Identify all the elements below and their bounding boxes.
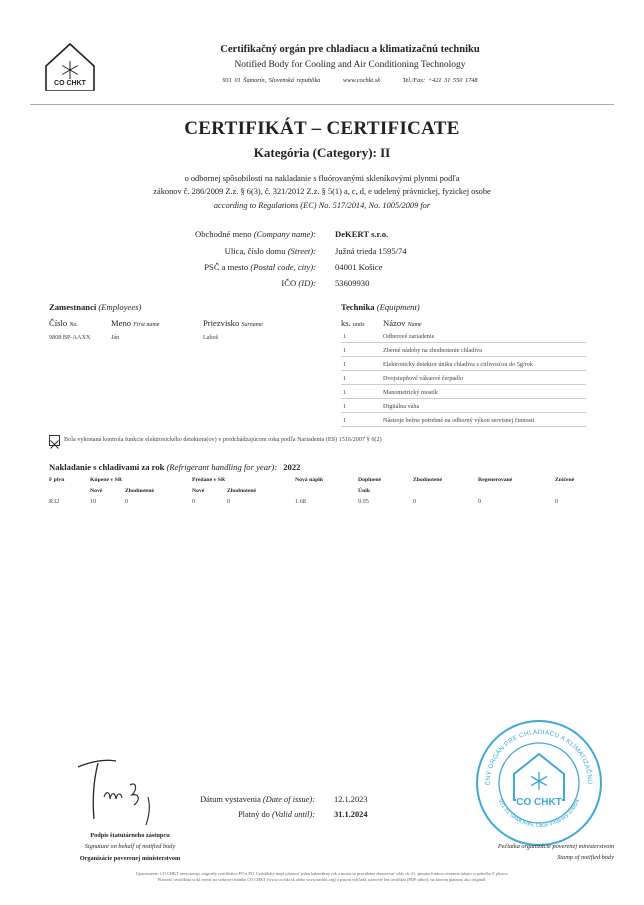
stamp-ring-text-bottom: 931 01 ŠAMORÍN, Ulica Vínarský 1068/4	[496, 798, 582, 830]
signature-line-2: Signature on behalf of notified body	[84, 843, 176, 850]
equipment-row-divider	[341, 342, 586, 343]
company-street-label: Ulica, číslo domu (Street):	[224, 246, 316, 256]
refr-bought-reclaimed: 0	[125, 498, 129, 505]
intro-line-1: o odbornej spôsobilosti na nakladanie s fluórovanými skleníkovými plynmi podľa	[184, 174, 460, 183]
refr-gas: R32	[49, 498, 60, 505]
footer-note	[40, 871, 604, 883]
equipment-name: Dvojstupňové vákuové čerpadlo	[383, 375, 464, 382]
equipment-qty: 1	[343, 347, 347, 354]
employees-title: Zamestnanci (Employees)	[49, 302, 142, 312]
svg-text:CERTIFIKAČNÝ ORGÁN PRE CHLADIA	[474, 718, 595, 785]
header-divider	[30, 104, 614, 105]
equipment-name: Zberné nádoby na zhodnotenie chladiva	[383, 347, 482, 354]
refr-destroyed: 0	[555, 498, 559, 505]
refr-new-fill: 1.68	[295, 498, 306, 505]
company-id-value: 53609930	[335, 278, 370, 288]
employees-col-surname: Priezvisko Surname	[203, 318, 263, 328]
equipment-qty: 1	[343, 389, 347, 396]
employees-col-name: Meno First name	[111, 318, 160, 328]
equipment-col-name: Názov Name	[383, 318, 422, 328]
footer-line-2: Platnosť certifikátu si dá overiť na webovej stránke CO CHKT (www.cochkt.sk alebo www.zachkt.org) a potom vyhľadá, uzavretý len certifikát (PDF súbor), na ktorom platnosť ako originál.	[157, 877, 487, 882]
refr-col-bought-reclaimed: Zhodnotené	[125, 488, 155, 494]
company-street-value: Južná trieda 1595/74	[335, 246, 407, 256]
intro-text	[60, 172, 584, 212]
equipment-qty: 1	[343, 417, 347, 424]
equipment-row-divider	[341, 426, 586, 427]
refr-col-refill: Doplnené	[358, 477, 382, 483]
equipment-qty: 1	[343, 375, 347, 382]
snowflake-icon	[62, 61, 78, 79]
refr-regenerated: 0	[478, 498, 482, 505]
equipment-qty: 1	[343, 361, 347, 368]
org-contact	[150, 77, 550, 84]
equipment-qty: 1	[343, 403, 347, 410]
equipment-row-divider	[341, 412, 586, 413]
employees-col-number: Číslo No.	[49, 318, 78, 328]
category: Kategória (Category): II	[253, 145, 391, 160]
snowflake-icon	[531, 772, 547, 790]
company-city-value: 04001 Košice	[335, 262, 383, 272]
org-phone: Tel./Fax: +421 31 550 1748	[402, 77, 478, 84]
employee-name: Ján	[111, 334, 120, 341]
refr-reclaimed: 0	[413, 498, 417, 505]
org-name-en: Notified Body for Cooling and Air Conditioning Technology	[234, 60, 466, 70]
signature-line-1: Podpis štatutárneho zástupcu	[90, 832, 170, 839]
refr-col-regenerated: Regenerované	[478, 477, 513, 483]
issue-date-label: Dátum vystavenia (Date of issue):	[200, 795, 315, 804]
detector-check-checkbox[interactable]	[49, 435, 60, 446]
org-logo	[44, 42, 96, 92]
checkmark-x-icon	[50, 440, 59, 449]
refr-col-destroyed: Zničené	[555, 477, 575, 483]
refr-col-reclaimed: Zhodnotené	[413, 477, 443, 483]
stamp-line-1: Pečiatka organizácie poverenej ministerstvom	[497, 843, 614, 850]
stamp-center-text: CO CHKT	[516, 797, 562, 808]
issue-date-value: 12.1.2023	[334, 795, 368, 804]
equipment-row-divider	[341, 370, 586, 371]
refr-col-leak: Únik	[358, 488, 371, 494]
equipment-name: Digitálna váha	[383, 403, 420, 410]
refr-sold-new: 0	[192, 498, 196, 505]
org-address: 931 01 Šamorín, Slovenská republika	[222, 77, 321, 84]
refrigerant-title: Nakladanie s chladivami za rok (Refrigerant handling for year): 2022	[49, 462, 301, 472]
equipment-title: Technika (Equipment)	[341, 302, 420, 312]
stamp-ring-text-top: ČNÝ ORGÁN PRE CHLADIACU A KLIMATIZAČNÚ	[484, 728, 594, 786]
equipment-row-divider	[341, 356, 586, 357]
org-web: www.cochkt.sk	[343, 77, 380, 84]
refr-col-new-fill: Nová náplň	[295, 477, 323, 483]
equipment-row-divider	[341, 384, 586, 385]
org-name-sk: Certifikačný orgán pre chladiacu a klimatizačnú techniku	[220, 44, 480, 55]
refr-sold-reclaimed: 0	[227, 498, 231, 505]
page-title: CERTIFIKÁT – CERTIFICATE	[184, 118, 460, 139]
employee-number: 9808 BP-AAXX	[49, 334, 91, 341]
equipment-name: Manometrický mostík	[383, 389, 438, 396]
company-name-label: Obchodné meno (Company name):	[194, 229, 316, 239]
refr-refill: 9.05	[358, 498, 369, 505]
intro-line-2: zákonov č. 286/2009 Z.z. § 6(3), č. 321/2012 Z.z. § 5(1) a, c, d, e udelený právnickej, fyzickej osobe	[153, 187, 491, 197]
intro-line-3: according to Regulations (EC) No. 517/2014, No. 1005/2009 for	[213, 200, 431, 210]
refr-col-sold: Predané v SR	[192, 477, 226, 483]
company-city-label: PSČ a mesto (Postal code, city):	[204, 262, 316, 272]
equipment-name: Nástroje bežne potrebné na odborný výkon servisnej činnosti	[383, 417, 535, 424]
detector-check-text: Bola vykonaná kontrola funkcie elektronického detektora(ov) v predchádzajúcom roku podľa Nariadenia (ES) 1516/2007 § 6(2)	[64, 436, 382, 443]
refr-col-gas: F plyn	[49, 477, 65, 483]
official-stamp	[474, 718, 604, 848]
refr-bought-new: 10	[90, 498, 97, 505]
footer-line-1: Upozornenie: CO CHKT nevystavuje originály certifikátov FO a PO. Certifikáty majú platnosť jeden kalendárny rok a musia sa pravidelne obnovovať vždy do 31. januára formou overenia údajov u pobočke F plynov.	[135, 871, 509, 876]
signature-line-3: Organizácie poverenej ministerstvom	[79, 855, 181, 862]
refr-col-sold-reclaimed: Zhodnotené	[227, 488, 257, 494]
company-id-label: IČO (ID):	[281, 278, 316, 288]
employee-surname: Laboš	[203, 334, 219, 341]
equipment-name: Odberové zariadenie	[383, 333, 435, 340]
equipment-row-divider	[341, 398, 586, 399]
equipment-col-qty: ks. units	[341, 318, 365, 328]
refr-col-sold-new: Nové	[192, 488, 205, 494]
equipment-qty: 1	[343, 333, 347, 340]
valid-until-label: Platný do (Valid until):	[238, 810, 315, 819]
valid-until-value: 31.1.2024	[334, 810, 368, 819]
refr-col-bought: Kúpené v SR	[90, 477, 122, 483]
company-name-value: DeKERT s.r.o.	[335, 229, 389, 239]
logo-text: CO CHKT	[54, 80, 86, 87]
equipment-name: Elektronický detektor úniku chladiva s citlivosťou do 5g/rok	[383, 361, 533, 368]
refr-col-bought-new: Nové	[90, 488, 103, 494]
stamp-line-2: Stamp of notified body	[557, 854, 614, 861]
